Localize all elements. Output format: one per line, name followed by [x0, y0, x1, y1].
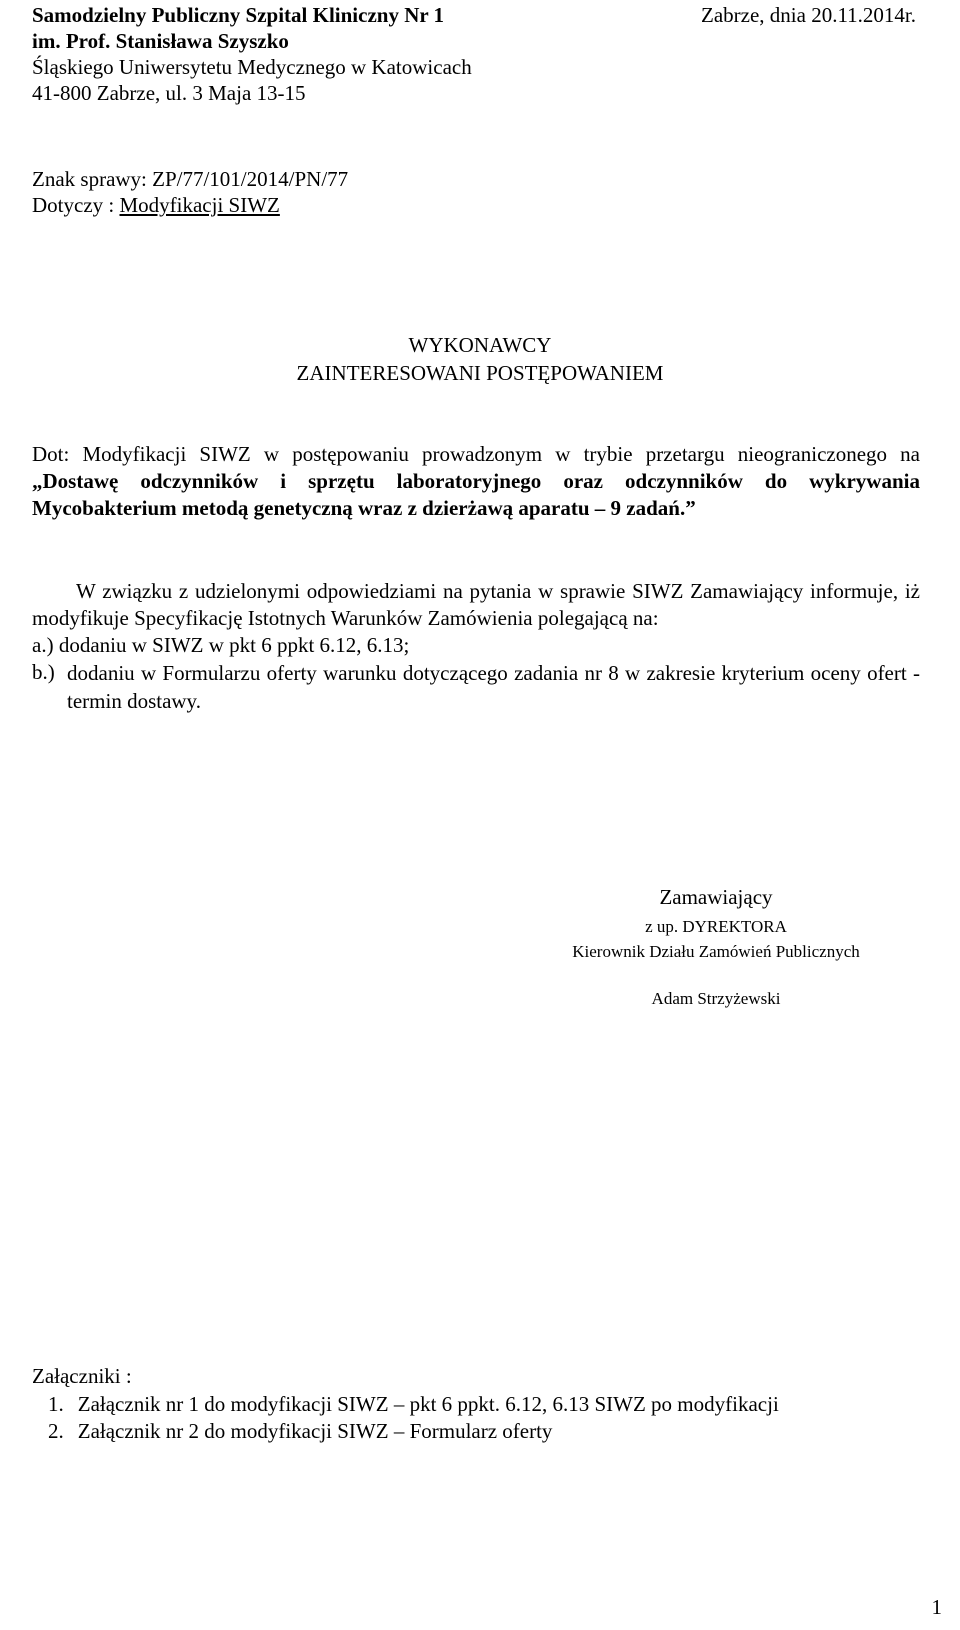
attachment-2-number: 2. [48, 1419, 64, 1443]
org-name-line-1: Samodzielny Publiczny Szpital Kliniczny Nr 1 [32, 3, 445, 27]
org-name-line-2-text: im. Prof. Stanisława Szyszko [32, 29, 289, 53]
subject-prefix: Dotyczy : [32, 193, 120, 217]
addressee-line-2: ZAINTERESOWANI POSTĘPOWANIEM [296, 361, 664, 385]
item-b-text: dodaniu w Formularzu oferty warunku dotyczącego zadania nr 8 w zakresie kryterium oceny ofert - termin dostawy. [67, 661, 920, 713]
item-a [32, 632, 409, 658]
page-number: 1 [931, 1595, 942, 1619]
attachment-item-2 [48, 1418, 552, 1444]
signature-position: Kierownik Działu Zamówień Publicznych [572, 942, 860, 961]
attachment-1-text: Załącznik nr 1 do modyfikacji SIWZ – pkt 6 ppkt. 6.12, 6.13 SIWZ po modyfikacji [77, 1392, 779, 1416]
tender-title: „Dostawę odczynników i sprzętu laboratoryjnego oraz odczynników do wykrywania Mycobakterium metodą genetyczną wraz z dzierżawą aparatu – 9 zadań.” [32, 469, 920, 520]
dot-intro: Dot: Modyfikacji SIWZ w postępowaniu prowadzonym w trybie przetargu nieograniczonego na [32, 442, 920, 466]
org-name-line-2 [32, 28, 289, 54]
case-reference: Znak sprawy: ZP/77/101/2014/PN/77 [32, 167, 349, 191]
org-name-line-3-text: Śląskiego Uniwersytetu Medycznego w Katowicach [32, 55, 472, 79]
item-b-label: b.) [32, 660, 55, 684]
document-date: Zabrze, dnia 20.11.2014r. [701, 3, 916, 27]
item-a-label: a.) [32, 633, 54, 657]
org-address [32, 80, 306, 106]
signature-name: Adam Strzyżewski [651, 989, 781, 1008]
item-a-text: dodaniu w SIWZ w pkt 6 ppkt 6.12, 6.13; [58, 633, 410, 657]
signature-proxy: z up. DYREKTORA [645, 917, 787, 936]
body-paragraph: W związku z udzielonymi odpowiedziami na pytania w sprawie SIWZ Zamawiający informuje, iż modyfikuje Specyfikację Istotnych Warunków Zamówienia polegającą na: [32, 579, 920, 630]
attachment-2-text: Załącznik nr 2 do modyfikacji SIWZ – Formularz oferty [77, 1419, 553, 1443]
subject-text: Modyfikacji SIWZ [119, 193, 280, 217]
org-name-line-3 [32, 54, 472, 80]
addressee-line-1: WYKONAWCY [408, 333, 552, 357]
signature-role: Zamawiający [659, 885, 773, 909]
subject-line [32, 192, 280, 218]
attachment-1-number: 1. [48, 1392, 64, 1416]
dot-paragraph [32, 441, 920, 522]
attachments-label: Załączniki : [32, 1364, 132, 1388]
attachment-item-1 [48, 1391, 779, 1417]
org-address-text: 41-800 Zabrze, ul. 3 Maja 13-15 [32, 81, 306, 105]
